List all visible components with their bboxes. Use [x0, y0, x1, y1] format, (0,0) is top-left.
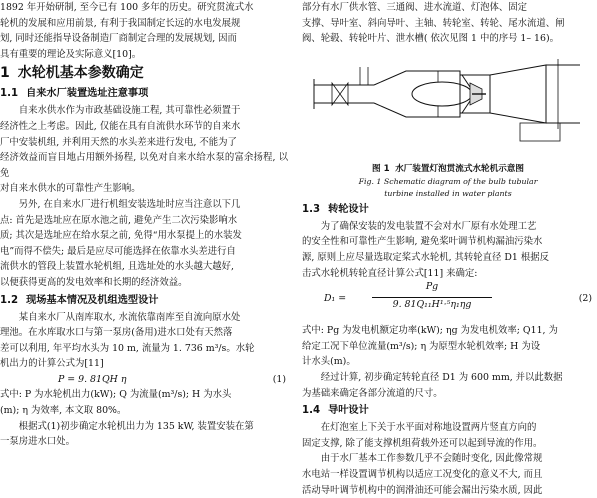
paragraph: [0, 419, 288, 450]
text-line: 经济性之上考虑。因此, 仅能在具有自流供水环节的自来水: [0, 119, 288, 135]
text-line: 固定支撑, 除了能支撑机组荷载外还可以起到导流的作用。: [302, 436, 594, 452]
text-line: (m); η 为效率, 本文取 80%。: [0, 403, 288, 419]
equation-number: (2): [579, 293, 592, 304]
paragraph: [302, 219, 594, 281]
text-line: 对自来水供水的可靠性产生影响。: [0, 181, 288, 197]
text-line: 另外, 在自来水厂进行机组安装选址时应当注意以下几: [0, 197, 288, 213]
text-line: 部分有水厂供水管、三通阀、进水流道、灯泡体、固定: [302, 0, 594, 16]
text-line: 电”而得不偿失; 最后是应尽可能选择在依靠水头差进行自: [0, 244, 288, 260]
figure-caption-en-line2: turbine installed in water plants: [302, 188, 594, 200]
text-line: 在灯泡室上下关于水平面对称地设置两片竖直方向的: [302, 420, 594, 436]
text-line: 计水头(m)。: [302, 354, 594, 370]
section-1-3-heading: 1.3 转轮设计: [302, 200, 594, 219]
text-line: 流供水的管段上装置水轮机组, 且选址处的水头越大越好,: [0, 259, 288, 275]
left-column: [0, 0, 288, 450]
text-line: 给定工况下单位流量(m³/s); η 为原型水轮机效率; H 为设: [302, 339, 594, 355]
paragraph: [302, 370, 594, 401]
right-column: [302, 0, 594, 498]
text-line: 阀、轮毂、转轮叶片、泄水槽( 依次见图 1 中的序号 1– 16)。: [302, 31, 594, 47]
paragraph: [0, 310, 288, 372]
formula-2: [302, 281, 594, 323]
text-line: 经济效益而盲目地占用额外扬程, 以免对自来水给水泵的富余扬程, 以免: [0, 150, 288, 181]
section-1-4-heading: 1.4 导叶设计: [302, 401, 594, 420]
fraction-bar: [372, 297, 492, 298]
text-line: 支撑、导叶室、斜向导叶、主轴、转轮室、转轮、尾水流道、闸: [302, 16, 594, 32]
text-line: 点: 首先是选址应在原水池之前, 避免产生二次污染影响水: [0, 213, 288, 229]
section-1-2-heading: 1.2 现场基本情况及机组选型设计: [0, 291, 288, 310]
text-line: 某自来水厂从南库取水, 水流依靠南库至自流向原水处: [0, 310, 288, 326]
paragraph: [302, 0, 594, 47]
text-line: 差可以利用, 年平均水头为 10 m, 流量为 1. 736 m³/s。水轮: [0, 341, 288, 357]
figure-caption-en-line1: Fig. 1 Schematic diagram of the bulb tubular: [302, 176, 594, 188]
text-line: 厂中安装机组, 并利用天然的水头差来进行发电, 不能为了: [0, 135, 288, 151]
bulb-turbine-schematic: [310, 53, 586, 157]
text-line: 以便获得更高的发电效率和长期的经济效益。: [0, 275, 288, 291]
text-line: 经过计算, 初步确定转轮直径 D1 为 600 mm, 并以此数据: [302, 370, 594, 386]
figure-1: [302, 47, 594, 163]
section-1-heading: 1 水轮机基本参数确定: [0, 62, 288, 84]
text-line: 根据式(1)初步确定水轮机出力为 135 kW, 装置安装在第: [0, 419, 288, 435]
formula-denominator: 9. 81Q₁₁H¹·⁵η₁ηg: [372, 299, 492, 310]
text-line: 质; 其次是选址应在给水泵之前, 免得“用水泵提上的水装发: [0, 228, 288, 244]
text-line: 1892 年开始研制, 至今已有 100 多年的历史。研究贯流式水: [0, 0, 288, 16]
text-line: 击式水轮机转轮直径计算公式[11] 来确定:: [302, 266, 594, 282]
paragraph: [0, 387, 288, 418]
text-line: 为基础来确定各部分流道的尺寸。: [302, 386, 594, 402]
text-line: 自来水供水作为市政基础设施工程, 其可靠性必须置于: [0, 103, 288, 119]
text-line: 式中: P 为水轮机出力(kW); Q 为流量(m³/s); H 为水头: [0, 387, 288, 403]
text-line: 水电站一样设置调节机构以适应工况变化的意义不大, 而且: [302, 467, 594, 483]
text-line: 为了确保安装的发电装置不会对水厂原有水处理工艺: [302, 219, 594, 235]
formula-lhs: D₁ =: [324, 293, 346, 304]
text-line: 源, 原则上应尽量选取定桨式水轮机, 其转轮直径 D1 根据反: [302, 250, 594, 266]
text-line: 具有重要的理论及实际意义[10]。: [0, 47, 288, 63]
formula-expression: P = 9. 81QH η: [0, 374, 126, 385]
equation-number: (1): [273, 372, 286, 388]
section-1-1-heading: 1.1 自来水厂装置选址注意事项: [0, 84, 288, 103]
text-line: 由于水厂基本工作参数几乎不会随时变化, 因此像常规: [302, 451, 594, 467]
figure-caption-cn: 图 1 水厂装置灯泡贯流式水轮机示意图: [302, 163, 594, 176]
text-line: 理池。在水库取水口与第一泵房(备用)进水口处有天然落: [0, 325, 288, 341]
text-line: 的安全性和可靠性产生影响, 避免桨叶调节机构漏油污染水: [302, 234, 594, 250]
paragraph: [302, 323, 594, 370]
paragraph: [0, 103, 288, 197]
paragraph: [302, 420, 594, 451]
text-line: 轮机的发展和应用前景, 有利于我国制定长远的水电发展规: [0, 16, 288, 32]
text-line: 划, 同时还能指导设备制造厂商制定合理的发展规划, 因而: [0, 31, 288, 47]
paragraph: [0, 197, 288, 291]
formula-1: [0, 372, 288, 388]
formula-numerator: Pg: [372, 281, 492, 292]
text-line: 一泵房进水口处。: [0, 434, 288, 450]
text-line: 式中: Pg 为发电机额定功率(kW); ηg 为发电机效率; Q11, 为: [302, 323, 594, 339]
text-line: 活动导叶调节机构中的润滑油还可能会漏出污染水质, 因此: [302, 483, 594, 498]
paragraph: [302, 451, 594, 498]
text-line: 机出力的计算公式为[11]: [0, 356, 288, 372]
intro-paragraph: [0, 0, 288, 62]
